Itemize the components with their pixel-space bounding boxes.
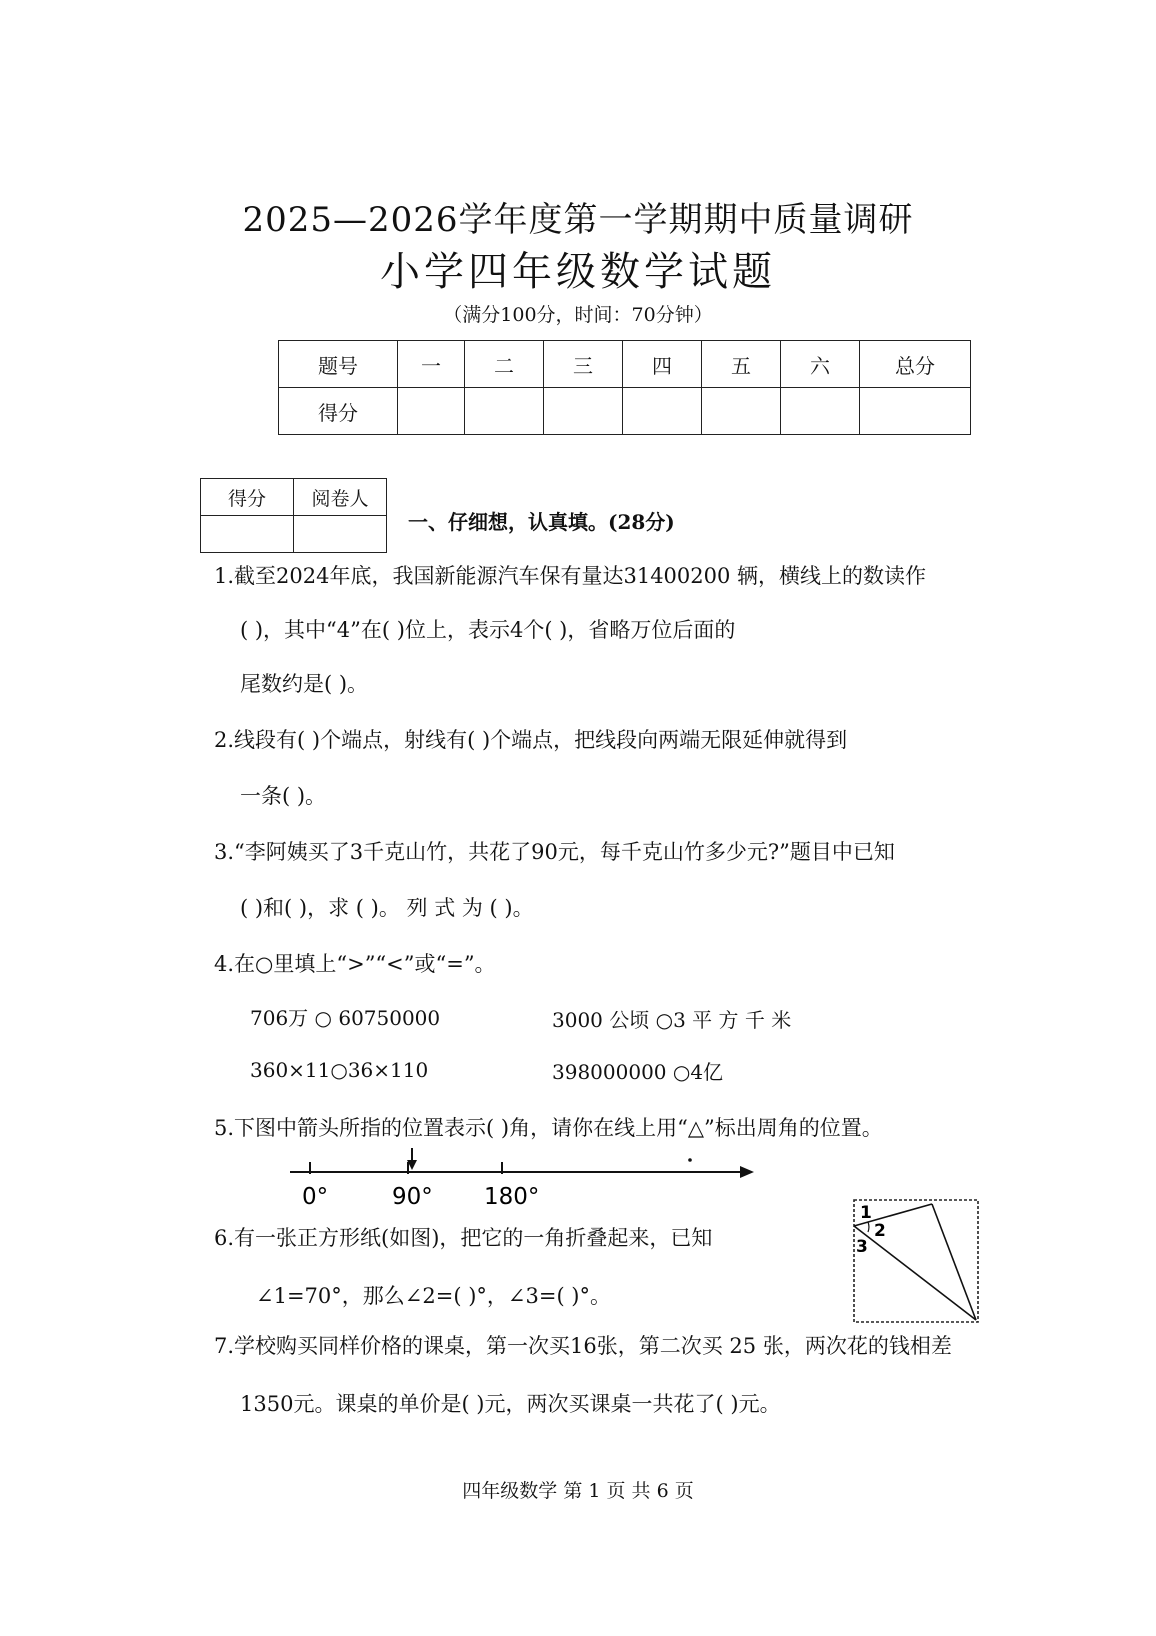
- q2-line1: 2.线段有( )个端点，射线有( )个端点，把线段向两端无限延伸就得到: [214, 728, 848, 752]
- tick-label-90: 90°: [392, 1184, 433, 1210]
- q7-line1: 7.学校购买同样价格的课桌，第一次买16张，第二次买 25 张，两次花的钱相差: [214, 1334, 952, 1358]
- grader-score-label: 得分: [201, 479, 294, 516]
- score-table-header-cell: 总分: [860, 341, 971, 388]
- square-outline: [854, 1200, 978, 1322]
- exam-title-line1: 2025—2026学年度第一学期期中质量调研: [242, 200, 914, 240]
- q3-line1: 3.“李阿姨买了3千克山竹，共花了90元，每千克山竹多少元?”题目中已知: [214, 840, 895, 864]
- page-footer: 四年级数学 第 1 页 共 6 页: [462, 1480, 694, 1502]
- score-table-header-cell: 二: [465, 341, 544, 388]
- score-input-cell[interactable]: [465, 388, 544, 435]
- angle-label-1: 1: [860, 1203, 872, 1223]
- number-line-arrowhead: [740, 1166, 754, 1178]
- grader-name-input[interactable]: [294, 516, 387, 553]
- q1-line2: ( )，其中“4”在( )位上，表示4个( )，省略万位后面的: [240, 618, 736, 642]
- grader-table: [200, 478, 387, 553]
- q4-compare-b: 3000 公顷 ○3 平 方 千 米: [552, 1008, 792, 1032]
- score-input-cell[interactable]: [860, 388, 971, 435]
- q4-compare-a: 706万 ○ 60750000: [250, 1006, 441, 1030]
- score-input-cell[interactable]: [781, 388, 860, 435]
- q2-line2: 一条( )。: [240, 784, 327, 808]
- score-table-header-cell: 六: [781, 341, 860, 388]
- score-table-header-cell: 三: [544, 341, 623, 388]
- q5-line1: 5.下图中箭头所指的位置表示( )角，请你在线上用“△”标出周角的位置。: [214, 1116, 883, 1140]
- score-row-label: 得分: [279, 388, 398, 435]
- score-table-header-cell: 题号: [279, 341, 398, 388]
- q6-line2: ∠1=70°，那么∠2=( )°，∠3=( )°。: [256, 1284, 612, 1308]
- score-table: [278, 340, 971, 435]
- q3-line2: ( )和( )，求 ( )。 列 式 为 ( )。: [240, 896, 534, 920]
- score-input-cell[interactable]: [702, 388, 781, 435]
- protractor-number-line: [280, 1148, 760, 1210]
- angle-label-3: 3: [856, 1237, 868, 1257]
- score-input-cell[interactable]: [623, 388, 702, 435]
- exam-subtitle: （满分100分，时间：70分钟）: [443, 304, 713, 326]
- q1-line1: 1.截至2024年底，我国新能源汽车保有量达31400200 辆，横线上的数读作: [214, 564, 927, 588]
- q4-compare-c: 360×11○36×110: [250, 1058, 429, 1082]
- q7-line2: 1350元。课桌的单价是( )元，两次买课桌一共花了( )元。: [240, 1392, 781, 1416]
- score-input-cell[interactable]: [398, 388, 465, 435]
- q4-line1: 4.在○里填上“>”“<”或“=”。: [214, 952, 496, 976]
- angle-arc: [868, 1222, 869, 1232]
- q4-compare-d: 398000000 ○4亿: [552, 1060, 724, 1084]
- score-table-header-cell: 一: [398, 341, 465, 388]
- score-table-header-row: [279, 341, 971, 388]
- tick-label-0: 0°: [302, 1184, 329, 1210]
- exam-title-line2: 小学四年级数学试题: [380, 249, 776, 295]
- q1-line3: 尾数约是( )。: [240, 672, 369, 696]
- tick-label-180: 180°: [484, 1184, 540, 1210]
- score-input-cell[interactable]: [544, 388, 623, 435]
- score-table-header-cell: 四: [623, 341, 702, 388]
- section1-heading: 一、仔细想，认真填。(28分): [408, 510, 675, 534]
- folded-square-figure: [850, 1196, 984, 1326]
- grader-score-input[interactable]: [201, 516, 294, 553]
- q6-line1: 6.有一张正方形纸(如图)，把它的一角折叠起来，已知: [214, 1226, 713, 1250]
- grader-name-label: 阅卷人: [294, 479, 387, 516]
- score-table-header-cell: 五: [702, 341, 781, 388]
- angle-label-2: 2: [874, 1221, 886, 1241]
- small-dot: [688, 1158, 692, 1162]
- score-table-score-row: [279, 388, 971, 435]
